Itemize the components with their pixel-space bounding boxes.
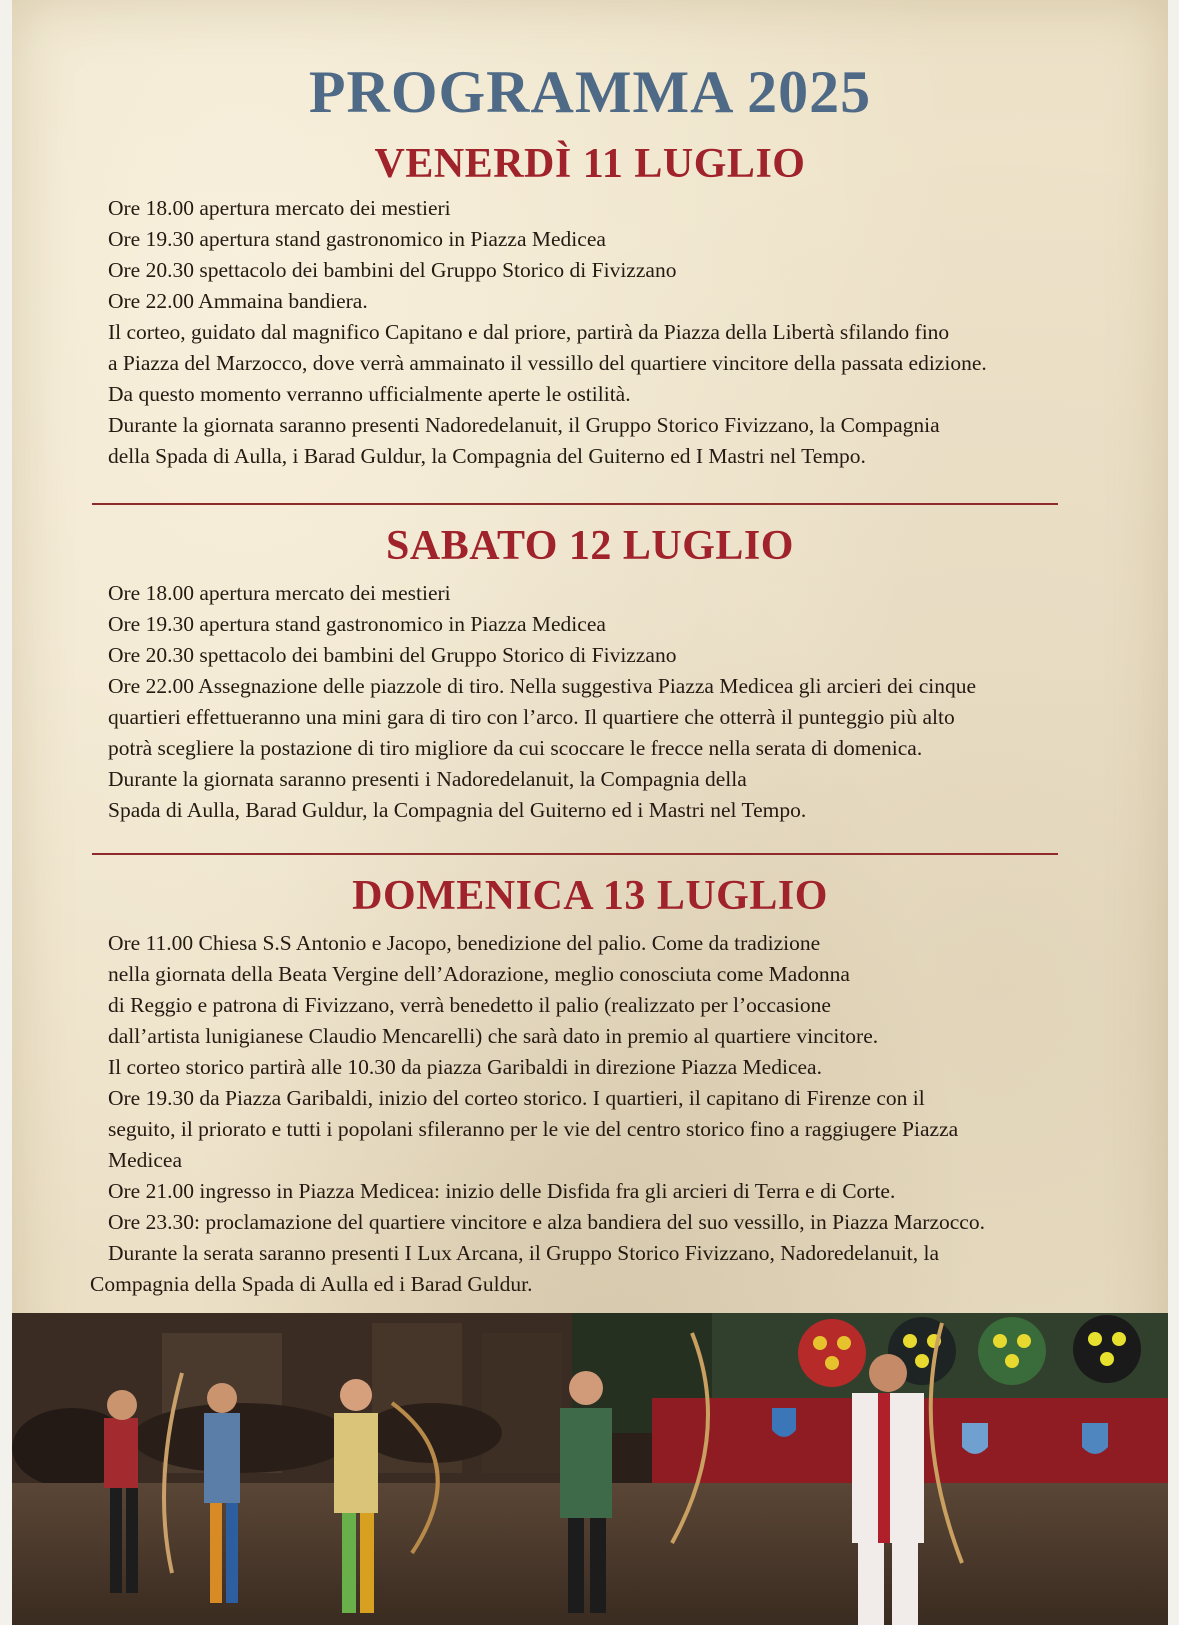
friday-schedule <box>108 193 1068 472</box>
schedule-line: Ore 23.30: proclamazione del quartiere vincitore e alza bandiera del suo vessillo, in Piazza Marzocco. <box>108 1210 985 1234</box>
schedule-line: Il corteo storico partirà alle 10.30 da piazza Garibaldi in direzione Piazza Medicea. <box>108 1055 822 1079</box>
schedule-line: Ore 22.00 Assegnazione delle piazzole di tiro. Nella suggestiva Piazza Medicea gli arcieri dei cinque <box>108 674 977 698</box>
schedule-line: Ore 11.00 Chiesa S.S Antonio e Jacopo, benedizione del palio. Come da tradizione <box>108 931 821 955</box>
day-heading-friday: VENERDÌ 11 LUGLIO <box>374 141 806 187</box>
schedule-line: Ore 21.00 ingresso in Piazza Medicea: inizio delle Disfida fra gli arcieri di Terra e di Corte. <box>108 1179 896 1203</box>
schedule-line: Ore 18.00 apertura mercato dei mestieri <box>108 196 451 220</box>
schedule-line: Durante la giornata saranno presenti i Nadoredelanuit, la Compagnia della <box>108 767 747 791</box>
archers-photo <box>12 1313 1168 1625</box>
schedule-line: Durante la giornata saranno presenti Nadoredelanuit, il Gruppo Storico Fivizzano, la Compagnia <box>108 413 940 437</box>
schedule-line: potrà scegliere la postazione di tiro migliore da cui scoccare le frecce nella serata di domenica. <box>108 736 923 760</box>
schedule-line: Ore 20.30 spettacolo dei bambini del Gruppo Storico di Fivizzano <box>108 643 677 667</box>
schedule-line: Ore 18.00 apertura mercato dei mestieri <box>108 581 451 605</box>
schedule-line: Compagnia della Spada di Aulla ed i Barad Guldur. <box>90 1272 533 1296</box>
schedule-line: Da questo momento verranno ufficialmente aperte le ostilità. <box>108 382 631 406</box>
schedule-line: Ore 19.30 apertura stand gastronomico in Piazza Medicea <box>108 227 606 251</box>
schedule-line: di Reggio e patrona di Fivizzano, verrà benedetto il palio (realizzato per l’occasione <box>108 993 831 1017</box>
schedule-line: seguito, il priorato e tutti i popolani sfileranno per le vie del centro storico fino a raggiugere Piazza <box>108 1117 959 1141</box>
schedule-line: quartieri effettueranno una mini gara di tiro con l’arco. Il quartiere che otterrà il punteggio più alto <box>108 705 955 729</box>
schedule-line: nella giornata della Beata Vergine dell’Adorazione, meglio conosciuta come Madonna <box>108 962 850 986</box>
sunday-schedule <box>90 928 1068 1300</box>
schedule-line: Ore 22.00 Ammaina bandiera. <box>108 289 368 313</box>
schedule-line: Ore 19.30 apertura stand gastronomico in Piazza Medicea <box>108 612 606 636</box>
schedule-line: Il corteo, guidato dal magnifico Capitano e dal priore, partirà da Piazza della Libertà sfilando fino <box>108 320 950 344</box>
page-title: PROGRAMMA 2025 <box>308 59 872 125</box>
schedule-line: della Spada di Aulla, i Barad Guldur, la Compagnia del Guiterno ed I Mastri nel Tempo. <box>108 444 866 468</box>
saturday-schedule <box>108 578 1068 826</box>
schedule-line: Spada di Aulla, Barad Guldur, la Compagnia del Guiterno ed i Mastri nel Tempo. <box>108 798 807 822</box>
section-divider <box>92 503 1058 505</box>
schedule-line: Ore 20.30 spettacolo dei bambini del Gruppo Storico di Fivizzano <box>108 258 677 282</box>
schedule-line: Ore 19.30 da Piazza Garibaldi, inizio del corteo storico. I quartieri, il capitano di Firenze con il <box>108 1086 925 1110</box>
schedule-line: Medicea <box>108 1148 183 1172</box>
day-heading-saturday: SABATO 12 LUGLIO <box>386 523 794 569</box>
schedule-line: a Piazza del Marzocco, dove verrà ammainato il vessillo del quartiere vincitore della passata edizione. <box>108 351 987 375</box>
poster <box>12 0 1168 1625</box>
schedule-line: dall’artista lunigianese Claudio Mencarelli) che sarà dato in premio al quartiere vincitore. <box>108 1024 879 1048</box>
day-heading-sunday: DOMENICA 13 LUGLIO <box>352 873 828 919</box>
section-divider <box>92 853 1058 855</box>
schedule-line: Durante la serata saranno presenti I Lux Arcana, il Gruppo Storico Fivizzano, Nadoredelanuit, la <box>108 1241 940 1265</box>
archers-photo-illustration <box>12 1313 1168 1625</box>
